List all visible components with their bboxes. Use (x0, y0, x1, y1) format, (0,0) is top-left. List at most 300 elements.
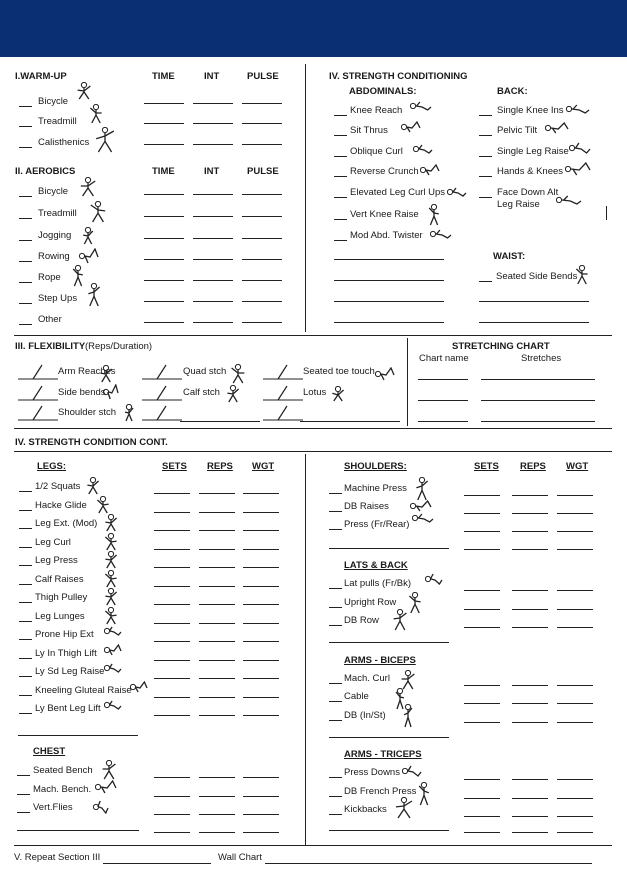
sets-field[interactable] (464, 832, 500, 833)
sets-field[interactable] (154, 796, 190, 797)
int-field[interactable] (193, 322, 233, 323)
sets-field[interactable] (464, 590, 500, 591)
reps-field[interactable] (512, 722, 548, 723)
aerobics-item-label: Bicycle (38, 186, 69, 197)
sets-field[interactable] (154, 493, 190, 494)
stretching-col-stretches: Stretches (521, 353, 562, 364)
twister-figure-icon (430, 228, 452, 240)
sets-field[interactable] (464, 685, 500, 686)
aerobics-item-label: Treadmill (38, 208, 77, 219)
check-blank[interactable] (329, 625, 342, 626)
reps-field[interactable] (199, 567, 235, 568)
shoulders-exercise-label: DB Raises (344, 501, 389, 512)
pulse-field[interactable] (242, 103, 282, 104)
wgt-field[interactable] (243, 832, 279, 833)
check-blank[interactable] (19, 196, 32, 197)
face-down-figure-icon (556, 194, 582, 206)
check-blank[interactable] (19, 240, 32, 241)
reps-field[interactable] (199, 715, 235, 716)
abdominal-exercise-label: Knee Reach (350, 105, 403, 116)
blank-line[interactable] (300, 421, 400, 422)
time-field[interactable] (144, 144, 184, 145)
sets-field[interactable] (464, 549, 500, 550)
wgt-field[interactable] (557, 590, 593, 591)
wgt-field[interactable] (243, 586, 279, 587)
exercise-label: Mach. Curl (344, 673, 390, 684)
single-knee-ins-figure-icon (566, 103, 590, 115)
reps-field[interactable] (199, 796, 235, 797)
legs-figure-icon (86, 477, 100, 495)
check-blank[interactable] (479, 197, 492, 198)
int-field[interactable] (193, 144, 233, 145)
reps-field[interactable] (199, 623, 235, 624)
blank-line[interactable] (479, 322, 589, 323)
int-field[interactable] (193, 123, 233, 124)
blank-line[interactable] (334, 322, 444, 323)
wgt-field[interactable] (557, 531, 593, 532)
check-blank[interactable] (334, 115, 347, 116)
sets-field[interactable] (154, 567, 190, 568)
check-blank[interactable] (19, 147, 32, 148)
blank-line[interactable] (180, 421, 260, 422)
abdominal-exercise-label: Mod Abd. Twister (350, 230, 423, 241)
legs-figure-icon (104, 570, 118, 588)
abdominal-exercise-label: Vert Knee Raise (350, 209, 419, 220)
sets-field[interactable] (464, 779, 500, 780)
quad-stretch-figure-icon (230, 364, 246, 384)
check-blank[interactable] (329, 588, 342, 589)
aerobics-item-label: Rowing (38, 251, 70, 262)
stepups-figure-icon (87, 283, 101, 307)
sets-field[interactable] (154, 604, 190, 605)
lat-pull-figure-icon (425, 572, 443, 586)
stretches-field[interactable] (481, 379, 595, 380)
time-field[interactable] (144, 103, 184, 104)
check-blank[interactable] (19, 713, 32, 714)
vert-knee-raise-figure-icon (428, 204, 440, 226)
warmup-item-label: Treadmill (38, 116, 77, 127)
abdominals-title: ABDOMINALS: (349, 86, 417, 97)
check-blank[interactable] (479, 281, 492, 282)
pulse-field[interactable] (242, 259, 282, 260)
shoulder-stretch-figure-icon (124, 404, 134, 422)
rowing-figure-icon (79, 248, 99, 264)
check-blank[interactable] (19, 324, 32, 325)
time-field[interactable] (144, 216, 184, 217)
check-blank[interactable] (19, 621, 32, 622)
sets-field[interactable] (464, 703, 500, 704)
pulse-field[interactable] (242, 280, 282, 281)
check-blank[interactable] (19, 491, 32, 492)
wgt-field[interactable] (557, 609, 593, 610)
pulse-field[interactable] (242, 194, 282, 195)
check-blank[interactable] (329, 777, 342, 778)
reps-field[interactable] (512, 590, 548, 591)
abdominal-exercise-label: Elevated Leg Curl Ups (350, 187, 446, 198)
exercise-label: Kickbacks (344, 804, 387, 815)
repeat-section-label: V. Repeat Section III (14, 852, 101, 863)
sets-field[interactable] (154, 623, 190, 624)
abdominal-exercise-label: Sit Thrus (350, 125, 388, 136)
reps-field[interactable] (199, 832, 235, 833)
blank-line[interactable] (329, 830, 449, 831)
reps-field[interactable] (199, 678, 235, 679)
reps-field[interactable] (512, 798, 548, 799)
stretches-field[interactable] (481, 421, 595, 422)
wgt-field[interactable] (557, 549, 593, 550)
pulse-field[interactable] (242, 301, 282, 302)
check-blank[interactable] (19, 510, 32, 511)
wgt-field[interactable] (557, 627, 593, 628)
pulse-field[interactable] (242, 123, 282, 124)
flexibility-item-label: Seated toe touch (303, 366, 375, 377)
legs-exercise-label: Calf Raises (35, 573, 84, 585)
aerobics-title: II. AEROBICS (15, 166, 76, 177)
vertical-divider-top (305, 64, 306, 332)
legs-figure-icon (104, 625, 122, 637)
flexibility-item-label: Arm Reaches (58, 366, 116, 377)
reps-field[interactable] (199, 604, 235, 605)
reps-field[interactable] (199, 777, 235, 778)
blank-line[interactable] (329, 737, 449, 738)
sets-field[interactable] (464, 816, 500, 817)
wgt-field[interactable] (243, 660, 279, 661)
int-field[interactable] (193, 103, 233, 104)
waist-exercise-label: Seated Side Bends (496, 271, 578, 282)
check-blank[interactable] (329, 701, 342, 702)
check-blank[interactable] (479, 135, 492, 136)
check-blank[interactable] (334, 240, 347, 241)
time-field[interactable] (144, 301, 184, 302)
check-blank[interactable] (329, 796, 342, 797)
check-blank[interactable] (19, 565, 32, 566)
legs-col-header: REPS (207, 461, 233, 472)
db-french-press-figure-icon (418, 782, 430, 806)
sets-field[interactable] (154, 715, 190, 716)
check-blank[interactable] (19, 303, 32, 304)
wgt-field[interactable] (243, 512, 279, 513)
blank-line[interactable] (17, 830, 139, 831)
abdominal-exercise-label: Reverse Crunch (350, 166, 419, 177)
check-blank[interactable] (19, 658, 32, 659)
reps-field[interactable] (512, 513, 548, 514)
reps-duration-field[interactable] (18, 385, 58, 406)
pelvic-tilt-figure-icon (545, 122, 569, 134)
check-blank[interactable] (329, 814, 342, 815)
reps-field[interactable] (199, 512, 235, 513)
check-blank[interactable] (334, 135, 347, 136)
wgt-field[interactable] (243, 814, 279, 815)
sets-field[interactable] (154, 678, 190, 679)
wgt-field[interactable] (243, 549, 279, 550)
wgt-field[interactable] (243, 623, 279, 624)
check-blank[interactable] (329, 511, 342, 512)
wgt-field[interactable] (243, 777, 279, 778)
int-field[interactable] (193, 216, 233, 217)
blank-line[interactable] (329, 548, 449, 549)
check-blank[interactable] (479, 115, 492, 116)
back-exercise-label: Single Leg Raise (497, 146, 569, 157)
check-blank[interactable] (19, 126, 32, 127)
wgt-field[interactable] (557, 779, 593, 780)
reps-field[interactable] (199, 549, 235, 550)
int-field[interactable] (193, 238, 233, 239)
small-divider (606, 206, 607, 220)
arms-triceps-title: ARMS - TRICEPS (344, 749, 422, 760)
reps-field[interactable] (512, 549, 548, 550)
pulse-field[interactable] (242, 216, 282, 217)
blank-line[interactable] (18, 735, 138, 736)
reps-field[interactable] (512, 779, 548, 780)
reps-duration-field[interactable] (142, 364, 182, 385)
check-blank[interactable] (19, 218, 32, 219)
blank-line[interactable] (334, 259, 444, 260)
sets-field[interactable] (464, 798, 500, 799)
jogging-figure-icon (82, 227, 94, 245)
reps-duration-field[interactable] (263, 385, 303, 406)
section-rule (14, 428, 612, 429)
exercise-label: DB (In/St) (344, 710, 386, 721)
reps-field[interactable] (512, 832, 548, 833)
section-rule (14, 335, 612, 336)
exercise-label: Cable (344, 691, 369, 702)
shoulders-exercise-label: Press (Fr/Rear) (344, 519, 410, 530)
legs-figure-icon (130, 681, 148, 693)
flexibility-title: III. FLEXIBILITY (15, 341, 86, 352)
legs-exercise-label: Thigh Pulley (35, 592, 88, 603)
sets-field[interactable] (154, 512, 190, 513)
wgt-field[interactable] (557, 703, 593, 704)
kickbacks-figure-icon (394, 797, 414, 819)
back-exercise-label: Hands & Knees (497, 166, 564, 177)
wall-chart-label: Wall Chart (218, 852, 262, 863)
time-field[interactable] (144, 238, 184, 239)
int-field[interactable] (193, 301, 233, 302)
legs-exercise-label: Leg Curl (35, 536, 71, 548)
reps-duration-field[interactable] (18, 364, 58, 385)
flexibility-item-label: Calf stch (183, 387, 220, 398)
wgt-field[interactable] (557, 832, 593, 833)
aerobics-col-header: PULSE (247, 166, 279, 177)
legs-col-header: SETS (162, 461, 187, 472)
pulse-field[interactable] (242, 144, 282, 145)
treadmill-figure-icon (89, 201, 107, 223)
wgt-field[interactable] (557, 495, 593, 496)
wgt-field[interactable] (243, 678, 279, 679)
wgt-field[interactable] (243, 567, 279, 568)
check-blank[interactable] (479, 176, 492, 177)
reps-duration-field[interactable] (263, 364, 303, 385)
section-rule (14, 845, 612, 846)
check-blank[interactable] (329, 683, 342, 684)
wgt-field[interactable] (557, 722, 593, 723)
wgt-field[interactable] (243, 715, 279, 716)
calisthenics-figure-icon (94, 127, 116, 153)
reps-field[interactable] (199, 493, 235, 494)
check-blank[interactable] (329, 493, 342, 494)
check-blank[interactable] (19, 602, 32, 603)
blank-line[interactable] (479, 301, 589, 302)
wgt-field[interactable] (243, 493, 279, 494)
legs-exercise-label: Leg Lunges (35, 610, 85, 622)
reps-field[interactable] (199, 660, 235, 661)
reps-field[interactable] (199, 530, 235, 531)
check-blank[interactable] (17, 812, 30, 813)
sets-field[interactable] (464, 495, 500, 496)
int-field[interactable] (193, 194, 233, 195)
exercise-label: Press Downs (344, 767, 400, 778)
sets-field[interactable] (154, 777, 190, 778)
sets-field[interactable] (154, 641, 190, 642)
warmup-col-header: TIME (152, 71, 175, 82)
waist-title: WAIST: (493, 251, 526, 262)
check-blank[interactable] (334, 176, 347, 177)
reps-field[interactable] (512, 816, 548, 817)
reps-duration-field[interactable] (142, 405, 182, 426)
reps-duration-field[interactable] (18, 405, 58, 426)
legs-figure-icon (104, 644, 122, 656)
check-blank[interactable] (19, 676, 32, 677)
repeat-field[interactable] (103, 863, 211, 864)
check-blank[interactable] (17, 794, 30, 795)
sets-field[interactable] (154, 697, 190, 698)
check-blank[interactable] (334, 197, 347, 198)
legs-exercise-label: Leg Press (35, 555, 78, 566)
int-field[interactable] (193, 280, 233, 281)
legs-exercise-label: Prone Hip Ext (35, 629, 94, 640)
chart-name-field[interactable] (418, 379, 468, 380)
wgt-field[interactable] (557, 798, 593, 799)
legs-figure-icon (104, 662, 122, 674)
exercise-label: DB Row (344, 615, 379, 626)
time-field[interactable] (144, 259, 184, 260)
reps-field[interactable] (512, 627, 548, 628)
blank-line[interactable] (334, 280, 444, 281)
check-blank[interactable] (19, 584, 32, 585)
chest-exercise-label: Vert.Flies (33, 802, 73, 813)
wgt-field[interactable] (557, 816, 593, 817)
hands-knees-figure-icon (565, 162, 591, 176)
bicycle-figure-icon (76, 82, 92, 100)
blank-line[interactable] (329, 642, 449, 643)
wgt-field[interactable] (243, 530, 279, 531)
sets-field[interactable] (464, 627, 500, 628)
time-field[interactable] (144, 123, 184, 124)
sets-field[interactable] (464, 531, 500, 532)
reps-field[interactable] (512, 703, 548, 704)
check-blank[interactable] (329, 720, 342, 721)
oblique-curl-figure-icon (413, 143, 433, 155)
sets-field[interactable] (464, 722, 500, 723)
time-field[interactable] (144, 322, 184, 323)
check-blank[interactable] (17, 775, 30, 776)
legs-figure-icon (104, 551, 118, 569)
legs-figure-icon (104, 533, 118, 551)
pulse-field[interactable] (242, 322, 282, 323)
check-blank[interactable] (479, 156, 492, 157)
check-blank[interactable] (19, 528, 32, 529)
check-blank[interactable] (329, 607, 342, 608)
shoulders-title: SHOULDERS: (344, 461, 407, 472)
stretches-field[interactable] (481, 400, 595, 401)
aerobics-item-label: Rope (38, 272, 61, 283)
warmup-item-label: Calisthenics (38, 137, 90, 148)
check-blank[interactable] (334, 219, 347, 220)
wgt-field[interactable] (243, 796, 279, 797)
check-blank[interactable] (19, 282, 32, 283)
sets-field[interactable] (464, 609, 500, 610)
sets-field[interactable] (154, 586, 190, 587)
sets-field[interactable] (464, 513, 500, 514)
flexibility-item-label: Shoulder stch (58, 407, 117, 418)
int-field[interactable] (193, 259, 233, 260)
vertical-divider-bottom (305, 454, 306, 846)
reverse-crunch-figure-icon (420, 164, 440, 176)
check-blank[interactable] (19, 106, 32, 107)
sets-field[interactable] (154, 660, 190, 661)
bicycle-figure-icon (79, 177, 97, 197)
wgt-field[interactable] (243, 604, 279, 605)
db-raises-figure-icon (410, 500, 432, 512)
aerobics-col-header: INT (204, 166, 220, 177)
check-blank[interactable] (329, 529, 342, 530)
sets-field[interactable] (154, 530, 190, 531)
chest-exercise-label: Seated Bench (33, 765, 93, 776)
chart-name-field[interactable] (418, 421, 468, 422)
chart-name-field[interactable] (418, 400, 468, 401)
reps-field[interactable] (512, 609, 548, 610)
reps-duration-field[interactable] (263, 405, 303, 426)
rope-figure-icon (72, 265, 84, 287)
wgt-field[interactable] (243, 641, 279, 642)
check-blank[interactable] (19, 695, 32, 696)
reps-field[interactable] (199, 641, 235, 642)
check-blank[interactable] (19, 261, 32, 262)
exercise-label: Lat pulls (Fr/Bk) (344, 578, 412, 589)
reps-field[interactable] (199, 697, 235, 698)
wall-chart-field[interactable] (265, 863, 592, 864)
db-curl-figure-icon (403, 704, 413, 728)
wgt-field[interactable] (557, 685, 593, 686)
blank-line[interactable] (334, 301, 444, 302)
legs-figure-icon (104, 514, 118, 532)
reps-duration-field[interactable] (142, 385, 182, 406)
wgt-field[interactable] (557, 513, 593, 514)
aerobics-item-label: Other (38, 314, 62, 325)
reps-field[interactable] (512, 531, 548, 532)
reps-field[interactable] (199, 814, 235, 815)
reps-field[interactable] (512, 685, 548, 686)
check-blank[interactable] (334, 156, 347, 157)
reps-field[interactable] (199, 586, 235, 587)
pulse-field[interactable] (242, 238, 282, 239)
check-blank[interactable] (19, 639, 32, 640)
legs-figure-icon (96, 496, 110, 514)
time-field[interactable] (144, 280, 184, 281)
check-blank[interactable] (19, 547, 32, 548)
flexibility-item-label: Quad stch (183, 366, 227, 377)
warmup-item-label: Bicycle (38, 96, 69, 107)
wgt-field[interactable] (243, 697, 279, 698)
sets-field[interactable] (154, 814, 190, 815)
flexibility-subtitle: (Reps/Duration) (85, 341, 153, 352)
reps-field[interactable] (512, 495, 548, 496)
calf-stretch-figure-icon (226, 385, 240, 403)
sets-field[interactable] (154, 832, 190, 833)
time-field[interactable] (144, 194, 184, 195)
sets-field[interactable] (154, 549, 190, 550)
shoulders-col-header: WGT (566, 461, 589, 472)
